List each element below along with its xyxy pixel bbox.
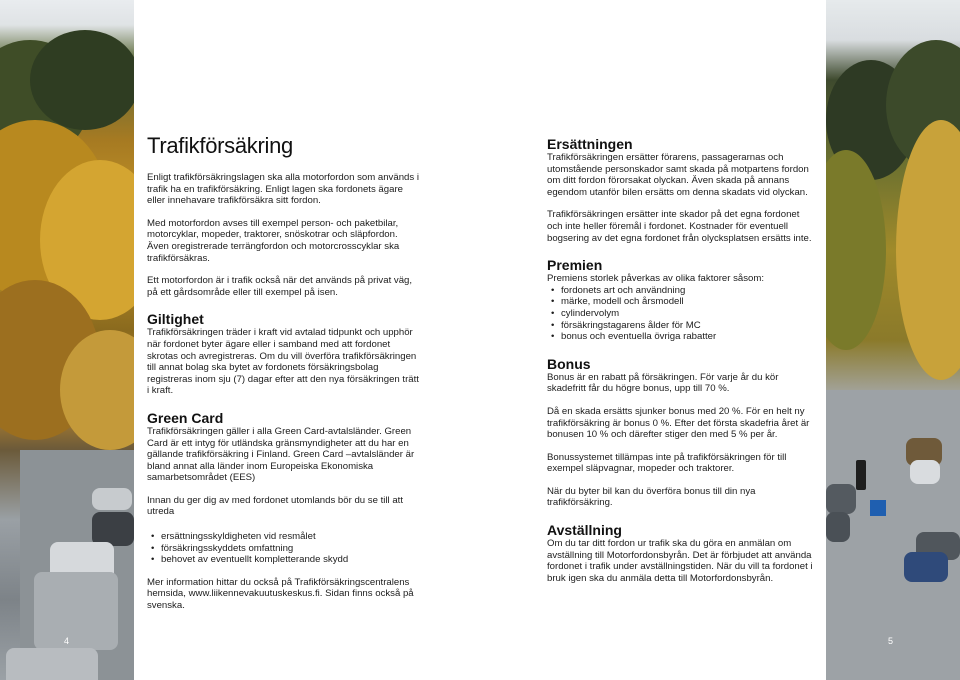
road-sign (870, 500, 886, 516)
list-item: • ersättningsskyldigheten vid resmålet (161, 531, 419, 543)
page-number-left: 4 (64, 636, 70, 646)
bonus-paragraph-3: Bonussystemet tillämpas inte på trafikförsäkringen för till exempel släpvagnar, mopeder och traktorer. (547, 451, 787, 475)
list-item: • behovet av eventuellt kompletterande skydd (161, 554, 419, 566)
car (92, 488, 132, 510)
list-item: • bonus och eventuella övriga rabatter (561, 331, 815, 343)
premien-paragraph: Premiens storlek påverkas av olika faktorer såsom: (547, 273, 765, 285)
giltighet-paragraph: Trafikförsäkringen träder i kraft vid avtalad tidpunkt och upphör när fordonet byter ägare eller i samband med att fordonet skrotas och avregistreras. Om du vill överföra trafikförsäkringen till annat bolag ska bytet av fordonets försäkringsbolag registreras inom sju (7) dagar efter att den nya försäkringen trätt i kraft. (147, 327, 419, 397)
avstallning-paragraph: Om du tar ditt fordon ur trafik ska du göra en anmälan om avställning till Motorfordonsbyrån. Det är förbjudet att använda fordonet i trafik under avställningstiden. När du vill ta fordonet i bruk igen ska du anmäla detta till Motorfordonsbyrån. (547, 538, 813, 584)
car (826, 484, 856, 514)
car (92, 512, 134, 546)
ersattning-heading: Ersättningen (547, 136, 633, 152)
car (910, 460, 940, 484)
tree-foliage (826, 150, 886, 350)
tree-foliage (30, 30, 134, 130)
list-item: • fordonets art och användning (561, 285, 815, 297)
traffic-light (856, 460, 866, 490)
list-item: • cylindervolym (561, 308, 815, 320)
premien-heading: Premien (547, 257, 603, 274)
intro-paragraph: Enligt trafikförsäkringslagen ska alla motorfordon som används i trafik ha en trafikförsäkring. Enligt lagen ska fordonets ägare eller innehavare trafikförsäkra sitt fordon. (147, 172, 419, 207)
car (826, 512, 850, 542)
bonus-heading: Bonus (547, 355, 591, 372)
list-item: • försäkringsskyddets omfattning (161, 543, 419, 555)
green-card-heading: Green Card (147, 409, 224, 426)
page-title: Trafikförsäkring (147, 133, 293, 158)
car (34, 572, 118, 650)
left-column (147, 132, 419, 623)
bonus-paragraph-2: Då en skada ersätts sjunker bonus med 20 %. För en helt ny trafikförsäkring är bonus 0 %. Efter det första skadefria året är bonusen 10 % och därefter stiger den med 5 % per år. (547, 405, 810, 441)
right-column (547, 136, 815, 595)
car (904, 552, 948, 582)
motor-vehicles-paragraph: Med motorfordon avses till exempel person- och paketbilar, motorcyklar, mopeder, traktorer, snöskotrar och släpfordon. Även oregistrerade terrängfordon och motorcrosscyklar ska trafikförsäkras. (147, 217, 400, 264)
left-street-photo (0, 0, 134, 680)
right-street-photo (826, 0, 960, 680)
ersattning-paragraph-1: Trafikförsäkringen ersätter förarens, passagerarnas och utomstående personskador samt skada på motpartens fordon om ditt fordon förorsakat olyckan. Även skada på annans egendom utanför bilen ersätts om denna skadats vid olyckan. (547, 152, 809, 198)
ersattning-paragraph-2: Trafikförsäkringen ersätter inte skador på det egna fordonet och inte heller föremål i fordonet. Kostnader för eventuell bogsering av det egna fordonet från olycksplatsen ersätts inte. (547, 209, 812, 244)
more-info-paragraph: Mer information hittar du också på Trafikförsäkringscentralens hemsida, www.liikennevakuutuskeskus.fi. Sidan finns också på svenska. (147, 576, 414, 612)
bonus-paragraph-4: När du byter bil kan du överföra bonus till din nya trafikförsäkring. (547, 485, 756, 509)
car (6, 648, 98, 680)
bonus-paragraph-1: Bonus är en rabatt på försäkringen. För varje år du kör skadefritt får du högre bonus, upp till 70 %. (547, 371, 779, 395)
green-card-paragraph: Trafikförsäkringen gäller i alla Green Card-avtalsländer. Green Card är ett intyg för utländska gränsmyndigheter att du har en gällande trafikförsäkring i Finland. Green Card –avtalsländer är bland annat alla länder inom Europeiska Ekonomiska samarbetsområdet (EES) (147, 425, 415, 484)
list-item: • försäkringstagarens ålder för MC (561, 320, 815, 332)
giltighet-heading: Giltighet (147, 311, 204, 328)
tree-foliage (896, 120, 960, 380)
in-traffic-paragraph: Ett motorfordon är i trafik också när det används på privat väg, på ett gårdsområde eller till exempel på isen. (147, 275, 413, 298)
page-number-right: 5 (888, 636, 894, 646)
list-item: • märke, modell och årsmodell (561, 296, 815, 308)
premien-list (547, 285, 815, 343)
avstallning-heading: Avställning (547, 522, 622, 539)
abroad-paragraph: Innan du ger dig av med fordonet utomlands bör du se till att utreda (147, 494, 403, 518)
abroad-list (147, 531, 419, 566)
